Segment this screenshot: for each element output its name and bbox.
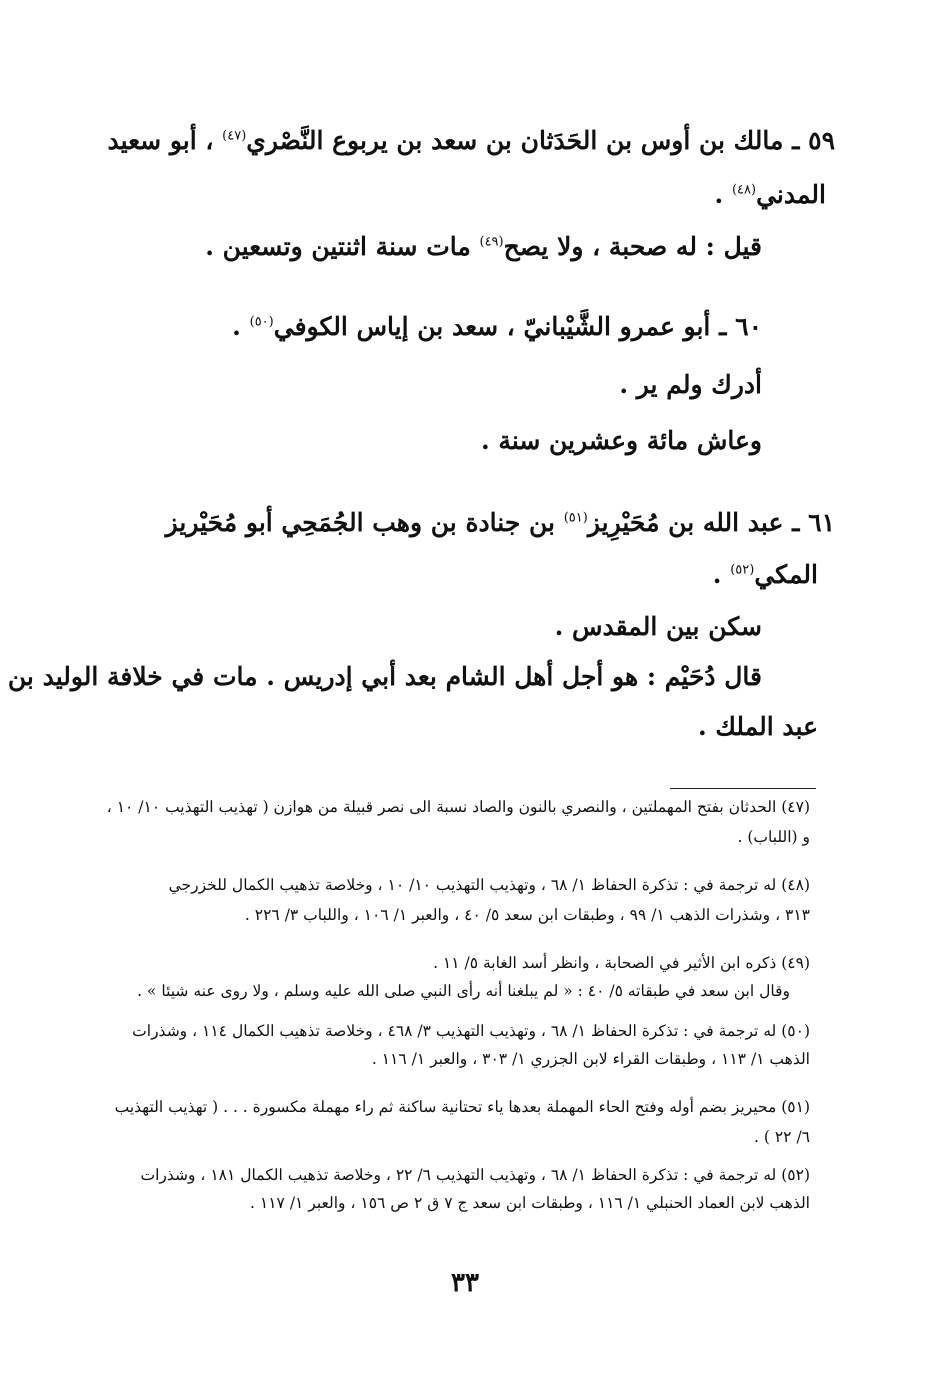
footnote-text: له ترجمة في : تذكرة الحفاظ ١/ ٦٨ ، وتهذيب التهذيب ٣/ ٤٦٨ ، وخلاصة تذهيب الكمال ١١٤ ، وشذرات xyxy=(132,1022,777,1040)
footnote-51-line-2: ٦/ ٢٢ ) . xyxy=(754,1128,810,1146)
entry-text: أبو عمرو الشَّيْبانيّ ، سعد بن إياس الكوفي xyxy=(273,312,711,341)
entry-61-line-1 xyxy=(166,506,835,540)
footnote-51-line-1 xyxy=(115,1096,810,1118)
footnote-ref[interactable]: (٤٧) xyxy=(222,128,247,144)
entry-text: عبد الله بن مُحَيْرِيز xyxy=(587,508,784,537)
page-number: ٣٣ xyxy=(451,1268,479,1298)
entry-text: . xyxy=(714,180,724,209)
entry-text: المكي xyxy=(754,560,818,589)
entry-number: ٦١ ـ xyxy=(792,508,835,537)
entry-text: مات سنة اثنتين وتسعين . xyxy=(205,232,471,261)
entry-60-line-3: وعاش مائة وعشرين سنة . xyxy=(481,426,762,455)
footnote-text: ذكره ابن الأثير في الصحابة ، وانظر أسد الغابة ٥/ ١١ . xyxy=(433,954,777,972)
footnote-ref[interactable]: (٥٢) xyxy=(730,562,755,578)
footnote-50-line-1 xyxy=(132,1020,810,1042)
footnote-text: الحدثان بفتح المهملتين ، والنصري بالنون والصاد نسبة الى نصر قبيلة من هوازن ( تهذيب التهذيب ١٠/ ١٠ ، xyxy=(106,798,777,816)
entry-60-line-2: أدرك ولم ير . xyxy=(619,370,762,399)
footnote-48-line-1 xyxy=(169,874,810,896)
entry-text: . xyxy=(232,312,241,341)
footnote-47-line-2: و (اللباب) . xyxy=(737,828,810,846)
footnote-number: (٤٧) xyxy=(781,798,810,816)
entry-number: ٦٠ ـ xyxy=(719,312,762,341)
footnote-52-line-1 xyxy=(141,1164,811,1186)
footnote-49-line-1 xyxy=(433,952,810,974)
entry-61-line-3: سكن بين المقدس . xyxy=(554,612,762,641)
footnote-ref[interactable]: (٤٨) xyxy=(731,182,757,198)
footnote-text: له ترجمة في : تذكرة الحفاظ ١/ ٦٨ ، وتهذيب التهذيب ٦/ ٢٢ ، وخلاصة تذهيب الكمال ١٨١ ، وشذرات xyxy=(140,1166,777,1184)
entry-text: المدني xyxy=(756,180,826,209)
entry-59-line-3 xyxy=(205,230,762,264)
footnote-ref[interactable]: (٥٠) xyxy=(249,314,274,330)
footnote-number: (٤٨) xyxy=(781,876,810,894)
footnote-52-line-2: الذهب لابن العماد الحنبلي ١/ ١١٦ ، وطبقات ابن سعد ج ٧ ق ٢ ص ١٥٦ ، والعبر ١/ ١١٧ . xyxy=(250,1194,810,1212)
footnote-separator xyxy=(670,788,816,789)
footnote-ref[interactable]: (٥١) xyxy=(563,510,588,526)
entry-number: ٥٩ ـ xyxy=(792,126,835,155)
footnote-number: (٥٠) xyxy=(781,1022,810,1040)
entry-60-line-1 xyxy=(232,310,762,344)
footnote-49-line-2: وقال ابن سعد في طبقاته ٥/ ٤٠ : « لم يبلغنا أنه رأى النبي صلى الله عليه وسلم ، ولا روى عنه شيئا » . xyxy=(137,982,790,1000)
footnote-50-line-2: الذهب ١/ ١١٣ ، وطبقات القراء لابن الجزري ١/ ٣٠٣ ، والعبر ١/ ١١٦ . xyxy=(371,1050,810,1068)
footnote-number: (٥١) xyxy=(781,1098,810,1116)
entry-59-line-2 xyxy=(715,178,827,212)
footnote-ref[interactable]: (٤٩) xyxy=(479,234,504,250)
footnote-47-line-1 xyxy=(107,796,810,818)
entry-61-line-4: قال دُحَيْم : هو أجل أهل الشام بعد أبي إدريس . مات في خلافة الوليد بن xyxy=(7,662,762,691)
footnote-48-line-2: ٣١٣ ، وشذرات الذهب ١/ ٩٩ ، وطبقات ابن سعد ٥/ ٤٠ ، والعبر ١/ ١٠٦ ، واللباب ٣/ ٢٢٦ . xyxy=(244,906,810,924)
footnote-number: (٤٩) xyxy=(781,954,810,972)
entry-59-line-1 xyxy=(107,124,835,158)
entry-61-line-2 xyxy=(713,558,818,592)
entry-61-line-5: عبد الملك . xyxy=(697,712,818,741)
entry-text: بن جنادة بن وهب الجُمَحِي أبو مُحَيْريز xyxy=(165,508,555,537)
entry-text: . xyxy=(712,560,722,589)
footnote-number: (٥٢) xyxy=(781,1166,810,1184)
footnote-text: محيريز بضم أوله وفتح الحاء المهملة بعدها ياء تحتانية ساكنة ثم راء مهملة مكسورة . . . ( تهذيب التهذيب xyxy=(114,1098,777,1116)
entry-text: قيل : له صحبة ، ولا يصح xyxy=(503,232,762,261)
entry-text: ، أبو سعيد xyxy=(107,126,214,155)
entry-text: مالك بن أوس بن الحَدَثان بن سعد بن يربوع النَّصْري xyxy=(246,126,784,155)
footnote-text: له ترجمة في : تذكرة الحفاظ ١/ ٦٨ ، وتهذيب التهذيب ١٠/ ١٠ ، وخلاصة تذهيب الكمال للخزرجي xyxy=(168,876,777,894)
